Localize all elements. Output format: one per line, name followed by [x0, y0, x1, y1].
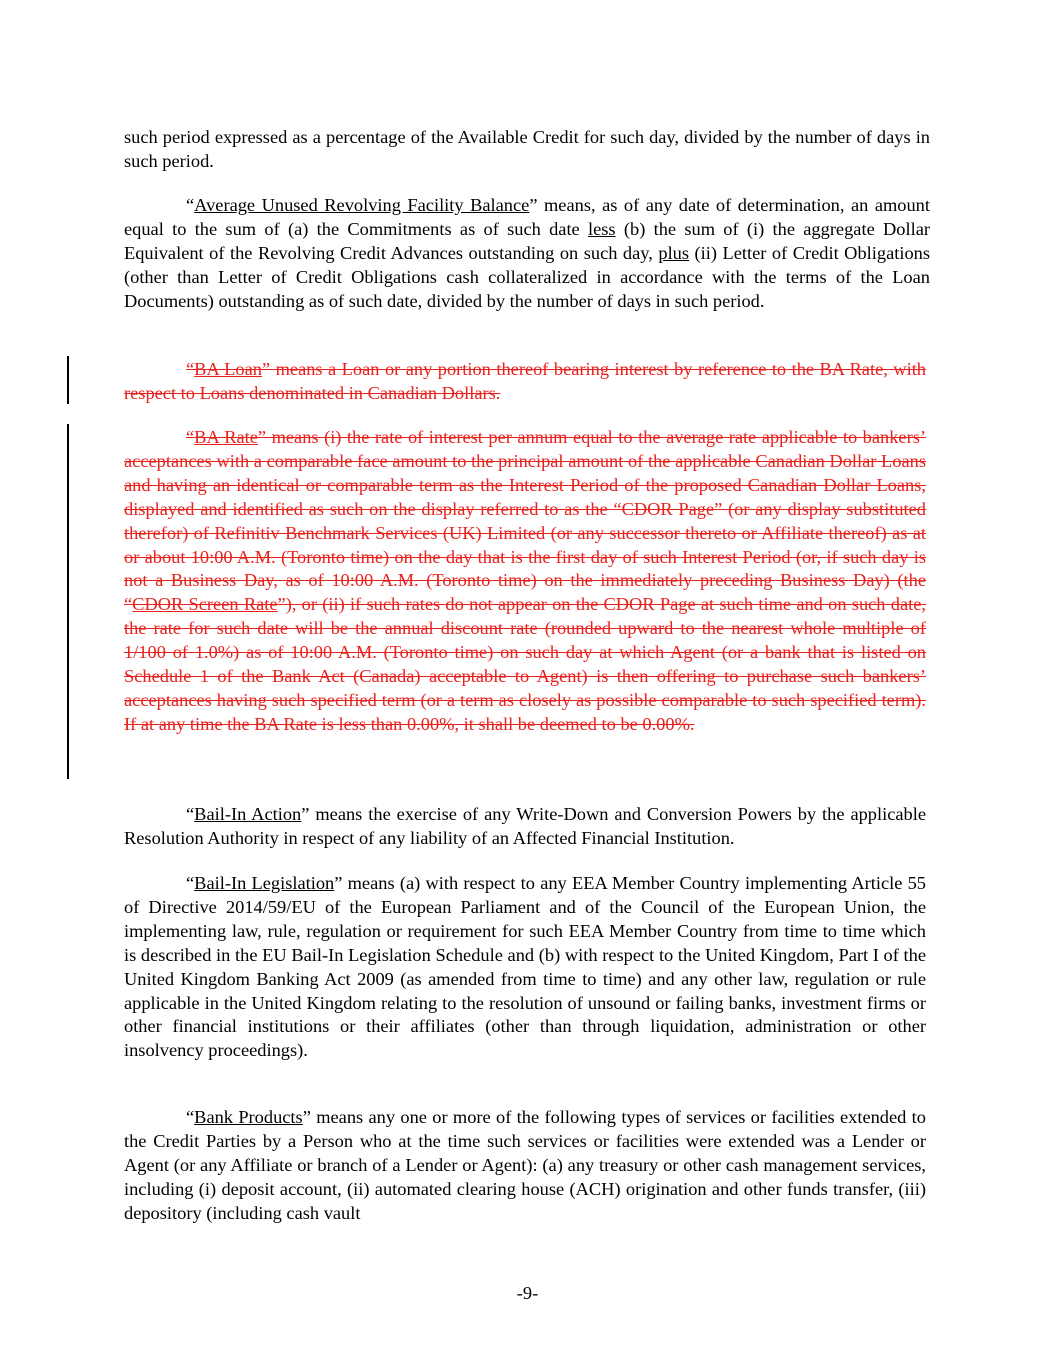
definition-average-unused-revolving-facility-balance: “Average Unused Revolving Facility Balance” means, as of any date of determination, an amount equal to the sum of (a) the Commitments as of such date less (b) the sum of (i) the aggregate Dollar Equivalent of the Revolving Credit Advances outstanding on such day, plus (ii) Letter of Credit Obligations (other than Letter of Credit Obligations cash collateralized in accordance with the terms of the Loan Documents) outstanding as of such date, divided by the number of days in such period.: [124, 195, 930, 311]
defined-term: BA Rate: [194, 427, 258, 447]
emphasis-plus: plus: [658, 242, 690, 263]
definition-bail-in-action: “Bail-In Action” means the exercise of any Write-Down and Conversion Powers by the applicable Resolution Authority in respect of any liability of an Affected Financial Institution.: [124, 804, 927, 848]
defined-term: Bank Products: [194, 1107, 303, 1127]
page-number: -9-: [516, 1283, 539, 1303]
defined-term: BA Loan: [194, 359, 262, 379]
change-bar: [67, 424, 69, 779]
definition-bail-in-legislation: “Bail-In Legislation” means (a) with respect to any EEA Member Country implementing Article 55 of Directive 2014/59/EU of the European Parliament and of the Council of the European Union, the implementing law, rule, regulation or requirement for such EEA Member Country from time to time which is described in the EU Bail-In Legislation Schedule and (b) with respect to the United Kingdom, Part I of the United Kingdom Banking Act 2009 (as amended from time to time) and any other law, regulation or rule applicable in the United Kingdom relating to the resolution of unsound or failing banks, investment firms or other financial institutions or their affiliates (other than through liquidation, administration or other insolvency proceedings).: [124, 873, 926, 1061]
defined-term: Bail-In Action: [194, 804, 302, 824]
emphasis-less: less: [588, 218, 616, 239]
defined-term: Bail-In Legislation: [194, 873, 335, 893]
defined-term: Average Unused Revolving Facility Balance: [194, 195, 530, 215]
change-bar: [67, 356, 69, 404]
deleted-definition-ba-rate: “BA Rate” means (i) the rate of interest per annum equal to the average rate applicable to bankers’ acceptances with a comparable face amount to the principal amount of the applicable Canadian Dollar Loans and having an identical or comparable term as the Interest Period of the proposed Canadian Dollar Loans, displayed and identified as such on the display referred to as the “CDOR Page” (or any display substituted therefor) of Refinitiv Benchmark Services (UK) Limited (or any successor thereto or Affiliate thereof) as at or about 10:00 A.M. (Toronto time) on the day that is the first day of such Interest Period (or, if such day is not a Business Day, as of 10:00 A.M. (Toronto time) on the immediately preceding Business Day) (the “CDOR Screen Rate”), or (ii) if such rates do not appear on the CDOR Page at such time and on such date, the rate for such date will be the annual discount rate (rounded upward to the nearest whole multiple of 1/100 of 1.0%) as of 10:00 A.M. (Toronto time) on such day at which Agent (or a bank that is listed on Schedule 1 of the Bank Act (Canada) acceptable to Agent) is then offering to purchase such bankers’ acceptances having such specified term (or a term as closely as possible comparable to such specified term). If at any time the BA Rate is less than 0.00%, it shall be deemed to be 0.00%.: [124, 427, 926, 734]
deleted-definition-ba-loan: “BA Loan” means a Loan or any portion thereof bearing interest by reference to the BA Rate, with respect to Loans denominated in Canadian Dollars.: [124, 359, 926, 403]
defined-term-cdor-screen-rate: CDOR Screen Rate: [132, 594, 278, 615]
definition-bank-products: “Bank Products” means any one or more of the following types of services or facilities extended to the Credit Parties by a Person who at the time such services or facilities were extended was a Lender or Agent (or any Affiliate or branch of a Lender or Agent): (a) any treasury or other cash management services, including (i) deposit account, (ii) automated clearing house (ACH) origination and other funds transfer, (iii) depository (including cash vault: [124, 1107, 926, 1223]
paragraph-continuation: such period expressed as a percentage of the Available Credit for such day, divided by the number of days in such period.: [124, 127, 930, 171]
